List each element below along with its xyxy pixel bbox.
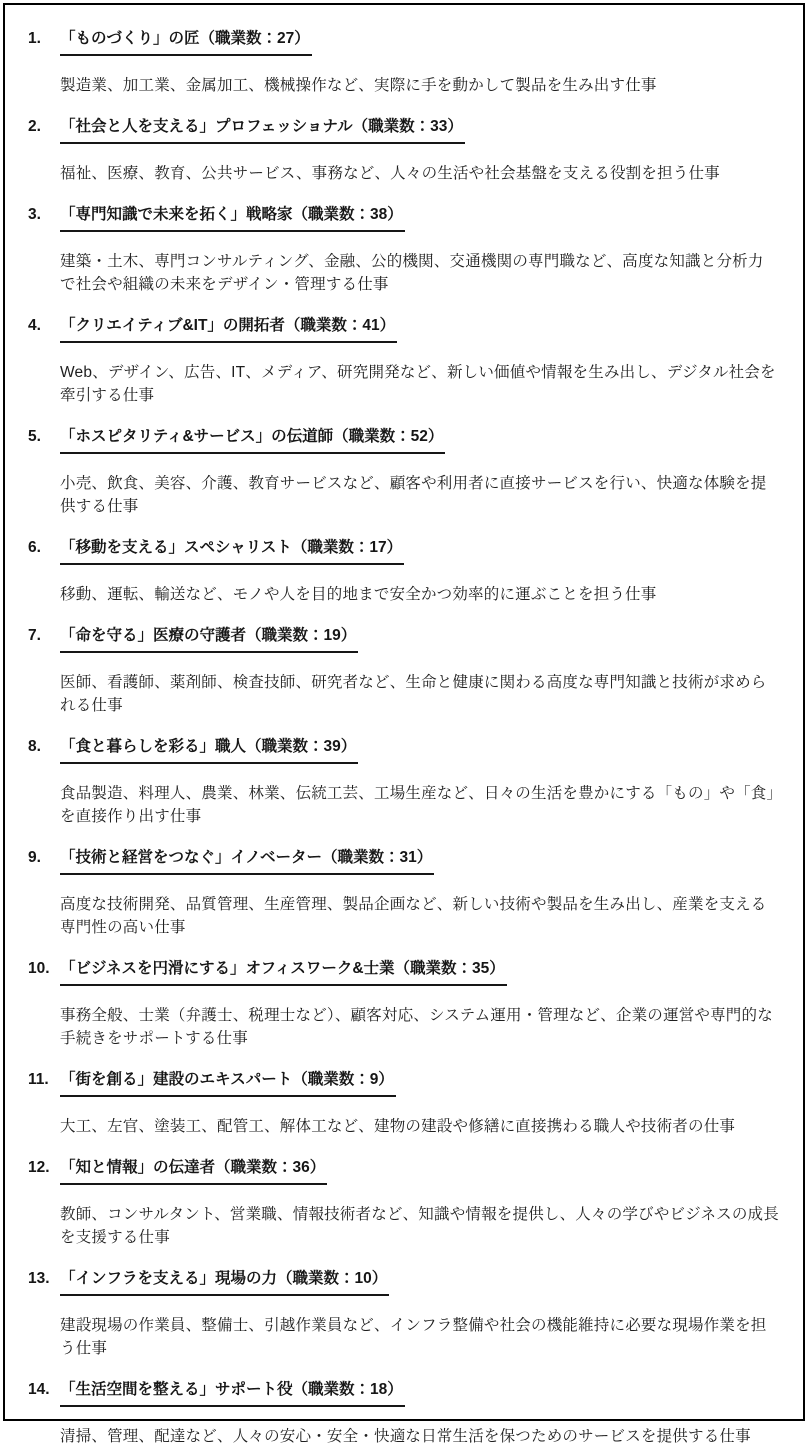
list-item bbox=[28, 1267, 779, 1360]
list-item bbox=[28, 203, 779, 296]
item-title bbox=[60, 425, 779, 454]
item-body bbox=[60, 115, 779, 185]
item-title bbox=[60, 203, 779, 232]
item-number: 5. bbox=[28, 428, 41, 445]
item-body bbox=[60, 1378, 779, 1448]
list-item bbox=[28, 957, 779, 1050]
item-number: 3. bbox=[28, 206, 41, 223]
item-description: 食品製造、料理人、農業、林業、伝統工芸、工場生産など、日々の生活を豊かにする「もの」や「食」を直接作り出す仕事 bbox=[60, 785, 775, 825]
item-title bbox=[60, 624, 779, 653]
item-title-text: 「食と暮らしを彩る」職人（職業数：39） bbox=[60, 735, 358, 764]
item-title bbox=[60, 27, 779, 56]
item-title-text: 「生活空間を整える」サポート役（職業数：18） bbox=[60, 1378, 405, 1407]
list-item bbox=[28, 1378, 779, 1448]
list-item bbox=[28, 624, 779, 717]
item-title bbox=[60, 115, 779, 144]
item-title-text: 「専門知識で未来を拓く」戦略家（職業数：38） bbox=[60, 203, 405, 232]
item-title-text: 「街を創る」建設のエキスパート（職業数：9） bbox=[60, 1068, 396, 1097]
item-title bbox=[60, 1068, 779, 1097]
item-title bbox=[60, 1267, 779, 1296]
item-description: 建築・土木、専門コンサルティング、金融、公的機関、交通機関の専門職など、高度な知識と分析力で社会や組織の未来をデザイン・管理する仕事 bbox=[60, 253, 764, 293]
item-body bbox=[60, 624, 779, 717]
item-number: 7. bbox=[28, 627, 41, 644]
item-title-text: 「クリエイティブ&IT」の開拓者（職業数：41） bbox=[60, 314, 397, 343]
list-item bbox=[28, 1068, 779, 1138]
job-category-list bbox=[5, 5, 803, 1445]
item-title-text: 「ホスピタリティ&サービス」の伝道師（職業数：52） bbox=[60, 425, 445, 454]
item-title-text: 「知と情報」の伝達者（職業数：36） bbox=[60, 1156, 327, 1185]
item-title bbox=[60, 1156, 779, 1185]
item-number: 8. bbox=[28, 738, 41, 755]
item-description: 清掃、管理、配達など、人々の安心・安全・快適な日常生活を保つためのサービスを提供する仕事 bbox=[60, 1428, 751, 1445]
list-item bbox=[28, 314, 779, 407]
item-title-text: 「社会と人を支える」プロフェッショナル（職業数：33） bbox=[60, 115, 465, 144]
item-body bbox=[60, 27, 779, 97]
item-body bbox=[60, 536, 779, 606]
list-item bbox=[28, 1156, 779, 1249]
item-description: Web、デザイン、広告、IT、メディア、研究開発など、新しい価値や情報を生み出し、デジタル社会を牽引する仕事 bbox=[60, 364, 776, 404]
list-item bbox=[28, 846, 779, 939]
item-title-text: 「命を守る」医療の守護者（職業数：19） bbox=[60, 624, 358, 653]
item-body bbox=[60, 314, 779, 407]
list-item bbox=[28, 27, 779, 97]
item-description: 医師、看護師、薬剤師、検査技師、研究者など、生命と健康に関わる高度な専門知識と技術が求められる仕事 bbox=[60, 674, 767, 714]
item-body bbox=[60, 1267, 779, 1360]
item-body bbox=[60, 1156, 779, 1249]
item-description: 教師、コンサルタント、営業職、情報技術者など、知識や情報を提供し、人々の学びやビジネスの成長を支援する仕事 bbox=[60, 1206, 779, 1246]
item-title-text: 「移動を支える」スペシャリスト（職業数：17） bbox=[60, 536, 404, 565]
item-description: 大工、左官、塗装工、配管工、解体工など、建物の建設や修繕に直接携わる職人や技術者の仕事 bbox=[60, 1118, 736, 1135]
item-description: 製造業、加工業、金属加工、機械操作など、実際に手を動かして製品を生み出す仕事 bbox=[60, 77, 657, 94]
item-description: 福祉、医療、教育、公共サービス、事務など、人々の生活や社会基盤を支える役割を担う仕事 bbox=[60, 165, 720, 182]
item-number: 2. bbox=[28, 118, 41, 135]
item-number: 11. bbox=[28, 1071, 49, 1088]
item-number: 9. bbox=[28, 849, 41, 866]
list-item bbox=[28, 735, 779, 828]
item-number: 12. bbox=[28, 1159, 50, 1176]
item-title-text: 「ものづくり」の匠（職業数：27） bbox=[60, 27, 312, 56]
item-number: 13. bbox=[28, 1270, 50, 1287]
item-number: 6. bbox=[28, 539, 41, 556]
item-description: 高度な技術開発、品質管理、生産管理、製品企画など、新しい技術や製品を生み出し、産業を支える専門性の高い仕事 bbox=[60, 896, 767, 936]
list-item bbox=[28, 536, 779, 606]
item-number: 10. bbox=[28, 960, 50, 977]
item-body bbox=[60, 735, 779, 828]
item-body bbox=[60, 957, 779, 1050]
item-description: 建設現場の作業員、整備士、引越作業員など、インフラ整備や社会の機能維持に必要な現場作業を担う仕事 bbox=[60, 1317, 767, 1357]
item-title bbox=[60, 314, 779, 343]
item-number: 14. bbox=[28, 1381, 50, 1398]
item-body bbox=[60, 1068, 779, 1138]
item-description: 小売、飲食、美容、介護、教育サービスなど、顧客や利用者に直接サービスを行い、快適な体験を提供する仕事 bbox=[60, 475, 767, 515]
item-title-text: 「技術と経営をつなぐ」イノベーター（職業数：31） bbox=[60, 846, 434, 875]
item-description: 移動、運転、輸送など、モノや人を目的地まで安全かつ効率的に運ぶことを担う仕事 bbox=[60, 586, 657, 603]
item-title bbox=[60, 1378, 779, 1407]
item-number: 1. bbox=[28, 30, 41, 47]
item-description: 事務全般、士業（弁護士、税理士など）、顧客対応、システム運用・管理など、企業の運営や専門的な手続きをサポートする仕事 bbox=[60, 1007, 773, 1047]
item-number: 4. bbox=[28, 317, 41, 334]
item-title bbox=[60, 846, 779, 875]
item-body bbox=[60, 425, 779, 518]
item-title bbox=[60, 957, 779, 986]
item-title-text: 「インフラを支える」現場の力（職業数：10） bbox=[60, 1267, 389, 1296]
item-title bbox=[60, 536, 779, 565]
item-body bbox=[60, 203, 779, 296]
item-body bbox=[60, 846, 779, 939]
item-title bbox=[60, 735, 779, 764]
item-title-text: 「ビジネスを円滑にする」オフィスワーク&士業（職業数：35） bbox=[60, 957, 507, 986]
list-item bbox=[28, 115, 779, 185]
list-item bbox=[28, 425, 779, 518]
